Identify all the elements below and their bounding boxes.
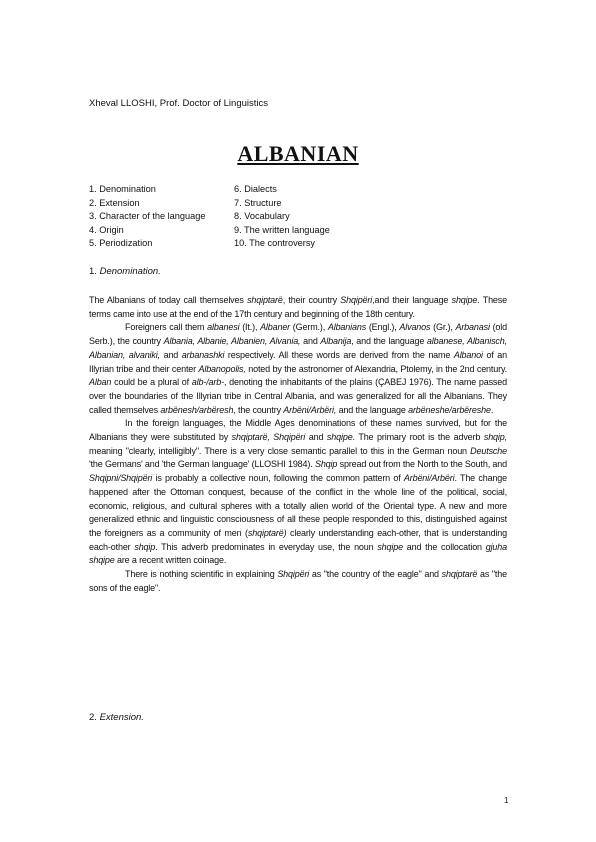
text-run: the country (235, 404, 284, 415)
toc-item: 5. Periodization (89, 238, 153, 249)
text-run: meaning "clearly, intelligibly". There is a very close semantic parallel to this in the German noun (89, 445, 471, 456)
toc-item: 7. Structure (234, 197, 282, 208)
paragraph (89, 417, 507, 568)
text-run: and the collocation (402, 541, 486, 552)
italic-term: Arbëni/Arbëri (403, 473, 455, 484)
author-line: Xheval LLOSHI, Prof. Doctor of Linguistics (89, 98, 268, 109)
table-of-contents (89, 183, 389, 251)
italic-term: Arbanasi (455, 322, 490, 333)
italic-term: Albaner (260, 322, 291, 333)
italic-term: arbanashki (181, 349, 225, 360)
text-run: and (305, 432, 327, 443)
toc-item: 2. Extension (89, 197, 140, 208)
italic-term: Shqipëri (277, 569, 310, 580)
italic-term: Albanopolis, (198, 363, 246, 374)
text-run: as "the country of the eagle" and (309, 569, 442, 580)
italic-term: arbëneshe/arbëreshe (408, 404, 491, 415)
text-run: respectively. All these words are derived from the name (224, 349, 454, 360)
text-run: , their country (282, 295, 341, 305)
section-number: 2. (89, 712, 97, 723)
italic-term: Albanoi (453, 349, 483, 360)
italic-term: Arbëni/Arbëri, (283, 404, 337, 415)
text-run: spread out from the North to the South, and (337, 459, 507, 470)
toc-row (89, 224, 389, 238)
text-run: . The primary root is the adverb (352, 432, 484, 443)
text-run: , and the language (351, 336, 427, 347)
italic-term: Shqipëri (340, 295, 373, 305)
text-run: of an Illyrian tribe and their center (89, 349, 507, 374)
section-number: 1. (89, 266, 97, 277)
toc-item: 6. Dialects (234, 184, 277, 194)
italic-term: shqip, (483, 432, 507, 443)
toc-item: 9. The written language (234, 224, 330, 235)
paragraph (89, 568, 507, 595)
italic-term: Alvanos (399, 322, 431, 333)
toc-item: 1. Denomination (89, 184, 156, 194)
toc-row (89, 237, 389, 251)
italic-term: Shqipni/Shqipëri (89, 473, 153, 484)
italic-term: Albania, Albanie, Albanien, Alvania, (163, 336, 301, 347)
text-run: Foreigners call them (125, 322, 208, 333)
italic-term: arbënesh/arbëresh, (160, 404, 236, 415)
italic-term: shqip (134, 541, 156, 552)
italic-term: Albanija (320, 336, 352, 347)
text-run: . This adverb predominates in everyday use, the noun (155, 541, 378, 552)
text-run: . The change happened after the Ottoman conquest, because of the conflict in the whole line of the political, social, economic, religious, and cultural spheres with a totally alien world of the Oriental type. A new and more generalized ethnic and linguistic consciousness of all these people responded to this, distinguished against the foreigners as a community of men ( (89, 473, 507, 538)
section-title: Denomination. (99, 266, 161, 277)
text-run: (old Serb.), the country (89, 322, 507, 347)
text-run: . (490, 404, 494, 415)
text-run: . These terms came into use at the end of the 17th century and beginning of the 18th century. (89, 295, 507, 319)
italic-term: shqiptarë (247, 295, 283, 305)
italic-term: shqiptarë (441, 569, 478, 580)
section-heading-extension (89, 712, 144, 723)
toc-row (89, 183, 389, 197)
document-title: ALBANIAN (237, 141, 359, 166)
italic-term: Albanians (327, 322, 367, 333)
text-run: In the foreign languages, the Middle Ages denominations of these names survived, but for the Albanians they were substituted by (89, 418, 507, 443)
toc-item: 3. Character of the language (89, 211, 206, 222)
text-run: The Albanians of today call themselves (89, 295, 248, 305)
text-run: is probably a collective noun, following the common pattern of (152, 473, 404, 484)
text-run: are a recent written coinage. (114, 555, 227, 566)
italic-term: alb-/arb- (191, 377, 224, 388)
text-run: noted by the astronomer of Alexandria, Ptolemy, in the 2nd century. (245, 363, 507, 374)
italic-term: gjuha shqipe (89, 541, 507, 566)
text-run: and (300, 336, 321, 347)
section-title: Extension. (99, 712, 144, 723)
text-run: 'the Germans' and 'the German language' (LLOSHI 1984). (89, 459, 315, 470)
text-run: clearly understanding each-other, that is understanding each-other (89, 527, 507, 552)
text-run: (It.), (239, 322, 261, 333)
toc-row (89, 210, 389, 224)
page-number: 1 (504, 796, 509, 805)
section-heading-denomination (89, 266, 161, 277)
text-run: (Gr.), (430, 322, 456, 333)
text-run: could be a plural of (111, 377, 192, 388)
italic-term: shqipe (377, 541, 403, 552)
italic-term: Alban (89, 377, 112, 388)
body-text (89, 294, 507, 595)
italic-term: shqipe (326, 432, 353, 443)
text-run: (Engl.), (366, 322, 400, 333)
italic-term: shqiptarë, Shqipëri (231, 432, 306, 443)
text-run: and the language (336, 404, 409, 415)
text-run: as "the sons of the eagle". (89, 569, 507, 593)
paragraph (89, 294, 507, 321)
italic-term: shqiptarë) (247, 527, 287, 538)
text-run: and (159, 349, 182, 360)
italic-term: shqipe (451, 295, 478, 305)
text-run: ,and their language (372, 295, 452, 305)
toc-item: 10. The controversy (234, 238, 316, 249)
toc-row (89, 197, 389, 211)
italic-term: Shqip (314, 459, 338, 470)
toc-item: 8. Vocabulary (234, 211, 290, 222)
text-run: There is nothing scientific in explaining (125, 569, 278, 580)
toc-item: 4. Origin (89, 224, 124, 235)
text-run: , denoting the inhabitants of the plains (ÇABEJ 1976). The name passed over the boundaries of the Illyrian tribe in Central Albania, and was generalized for all the Albanians. They called themselves (89, 377, 507, 415)
text-run: (Germ.), (290, 322, 328, 333)
italic-term: albanese, Albanisch, Albanian, alvaniki, (89, 336, 507, 360)
italic-term: albanesi (207, 322, 240, 333)
paragraph (89, 321, 507, 417)
italic-term: Deutsche (470, 445, 507, 456)
